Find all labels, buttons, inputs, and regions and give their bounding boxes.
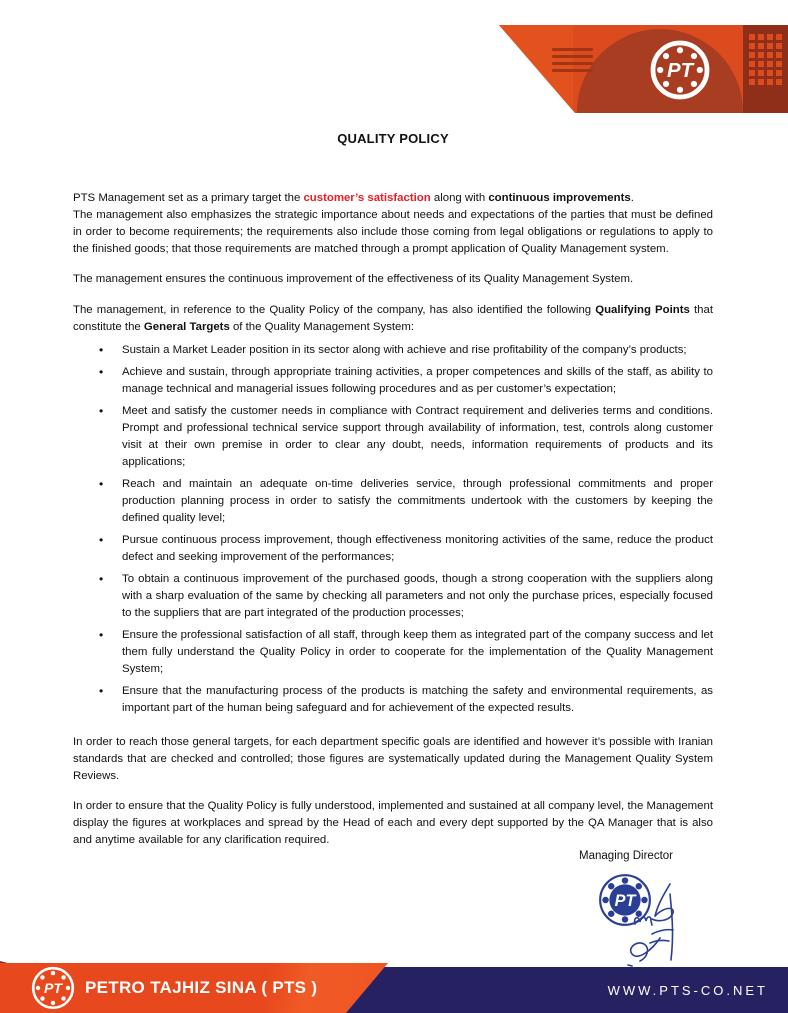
paragraph-goals: In order to reach those general targets, for each department specific goals are identified and however it’s possible with Iranian standards that are checked and controlled; those figures are systematically updated during the Management Quality System Reviews.	[73, 736, 713, 782]
signatory-title: Managing Director	[579, 850, 673, 862]
handwritten-signature	[608, 872, 708, 967]
general-targets-list	[73, 342, 713, 717]
highlight-customer-satisfaction: customer’s satisfaction	[303, 192, 431, 204]
document-body	[73, 130, 713, 849]
list-item: • Ensure that the manufacturing process of the products is matching the safety and environmental requirements, as important part of the human being safeguard and for achievement of the expected results.	[122, 683, 713, 717]
pts-stamp-text: PT	[614, 891, 636, 910]
highlight-continuous-improvements: continuous improvements	[488, 192, 631, 204]
paragraph-implementation: In order to ensure that the Quality Policy is fully understood, implemented and sustained at all company level, the Management display the figures at workplaces and spread by the Head of each and every dept supported by the QA Manager that is also and anytime available for any clarification required.	[73, 800, 713, 846]
list-item: • Sustain a Market Leader position in its sector along with achieve and rise profitability of the company’s products;	[122, 342, 713, 359]
pts-logo-footer-icon	[31, 966, 75, 1010]
pts-logo-icon	[650, 40, 710, 100]
page-title: QUALITY POLICY	[337, 131, 449, 146]
header-banner	[499, 25, 788, 113]
footer-company-name: PETRO TAJHIZ SINA ( PTS )	[85, 978, 318, 997]
text-run: PTS Management set as a primary target the	[73, 192, 304, 204]
text-run: .	[630, 192, 634, 204]
text-run: along with	[430, 192, 489, 204]
list-item: • Pursue continuous process improvement, though effectiveness monitoring activities of the same, reduce the product defect and seeking improvement of the performances;	[122, 532, 713, 566]
list-item: • To obtain a continuous improvement of the purchased goods, though a strong cooperation with the suppliers along with a sharp evaluation of the same by checking all parameters and not only the purchase prices, especially focused to the suppliers that are part integrated of the production processes;	[122, 571, 713, 622]
footer-website: WWW.PTS-CO.NET	[607, 982, 768, 998]
text-run: that constitute the	[73, 304, 713, 333]
paragraph-qualifying-points	[73, 302, 713, 336]
pts-logo-text: PT	[666, 60, 694, 83]
pts-logo-footer-text: PT	[44, 979, 62, 996]
list-item: • Meet and satisfy the customer needs in compliance with Contract requirement and deliveries terms and conditions. Prompt and professional technical service support through availability of information, test, controls along customer visit at their own premise in order to clear any doubt, needs, information requirements of products and its applications;	[122, 403, 713, 471]
highlight-qualifying-points: Qualifying Points	[595, 304, 690, 316]
text-run: of the Quality Management System:	[229, 321, 415, 333]
banner-dots-grid-decoration	[749, 34, 782, 85]
text-run: The management, in reference to the Quality Policy of the company, has also identified the following	[73, 304, 596, 316]
list-item: • Ensure the professional satisfaction of all staff, through keep them as integrated part of the company success and let them fully understand the Quality Policy in order to cooperate for the implementation of the Quality Management System;	[122, 627, 713, 678]
paragraph-effectiveness: The management ensures the continuous improvement of the effectiveness of its Quality Management System.	[73, 273, 634, 285]
paragraph-intro	[73, 190, 713, 207]
list-item: • Reach and maintain an adequate on-time deliveries service, through professional commitments and proper production planning process in order to satisfy the commitments undertook with the customers by keeping the defined quality level;	[122, 476, 713, 527]
highlight-general-targets: General Targets	[143, 321, 230, 333]
paragraph-requirements: The management also emphasizes the strategic importance about needs and expectations of the parties that must be defined in order to become requirements; the requirements also include those coming from legal obligations or regulations to apply to the finished goods; that those requirements are matched through a prompt application of Quality Management system.	[73, 209, 713, 255]
footer-bar	[0, 961, 788, 1013]
list-item: • Achieve and sustain, through appropriate training activities, a proper competences and skills of the staff, as ability to manage technical and managerial issues following procedures and as per customer’s expectation;	[122, 364, 713, 398]
